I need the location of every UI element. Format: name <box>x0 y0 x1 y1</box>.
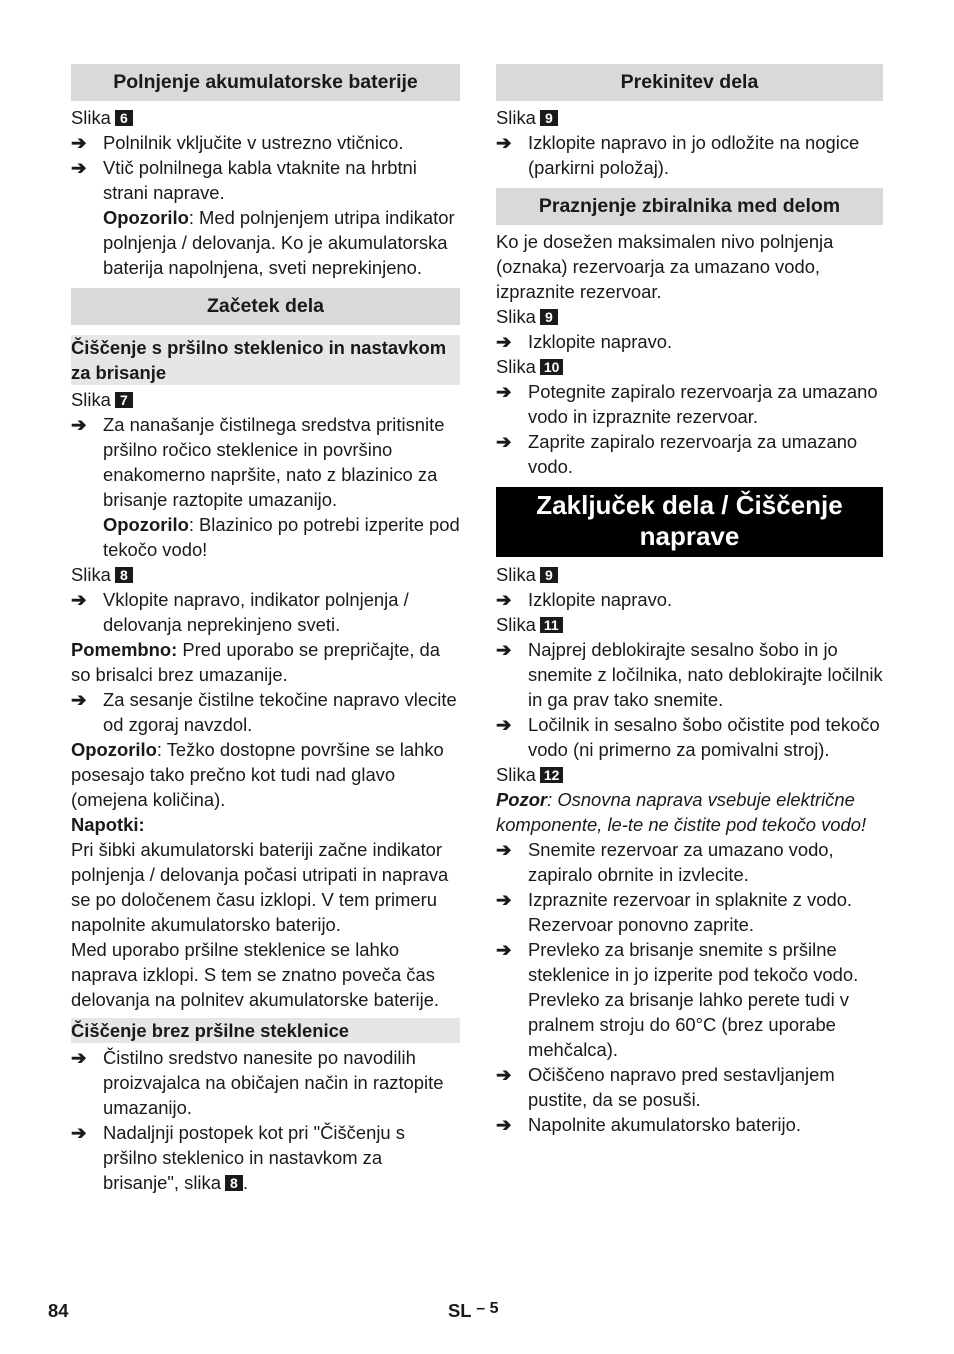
important-paragraph: Pomembno: Pred uporabo se prepričajte, da so brisalci brez umazanije. <box>71 639 441 685</box>
figure-ref: Slika 9 <box>496 562 883 587</box>
figure-number: 9 <box>540 309 558 325</box>
arrow-right-icon: ➔ <box>71 589 87 610</box>
figure-number: 9 <box>540 110 558 126</box>
arrow-right-icon: ➔ <box>496 939 512 960</box>
figure-ref: Slika 12 <box>496 762 883 787</box>
arrow-right-icon: ➔ <box>496 839 512 860</box>
arrow-right-icon: ➔ <box>71 414 87 435</box>
list-item: ➔ Vtič polnilnega kabla vtaknite na hrbtni strani naprave. <box>71 157 417 203</box>
arrow-right-icon: ➔ <box>496 639 512 660</box>
figure-number: 12 <box>540 767 564 783</box>
left-column <box>71 64 460 1195</box>
hints-label: Napotki: <box>71 814 145 835</box>
list-item: ➔ Nadaljnji postopek kot pri "Čiščenju s pršilno steklenico in nastavkom za brisanje", slika 8 . <box>71 1122 405 1193</box>
list-item: ➔ Napolnite akumulatorsko baterijo. <box>496 1114 801 1135</box>
list-item: ➔ Potegnite zapiralo rezervoarja za umazano vodo in izpraznite rezervoar. <box>496 381 878 427</box>
subsection-heading-no-spray: Čiščenje brez pršilne steklenice <box>71 1018 460 1043</box>
arrow-right-icon: ➔ <box>71 1122 87 1143</box>
figure-number: 10 <box>540 359 564 375</box>
section-heading-empty: Praznjenje zbiralnika med delom <box>496 188 883 225</box>
list-item: ➔ Izklopite napravo. <box>496 589 673 610</box>
caution-paragraph: Pozor: Osnovna naprava vsebuje električne komponente, le-te ne čistite pod tekočo vodo! <box>496 789 867 835</box>
list-item: ➔ Izklopite napravo. <box>496 331 673 352</box>
arrow-right-icon: ➔ <box>496 381 512 402</box>
figure-number: 7 <box>115 392 133 408</box>
arrow-right-icon: ➔ <box>71 689 87 710</box>
figure-ref: Slika 7 <box>71 387 460 412</box>
figure-number: 11 <box>540 617 563 633</box>
figure-ref: Slika 6 <box>71 105 460 130</box>
list-item: ➔ Za sesanje čistilne tekočine napravo vlecite od zgoraj navzdol. <box>71 689 457 735</box>
list-item: ➔ Čistilno sredstvo nanesite po navodilih proizvajalca na običajen način in raztopite umazanijo. <box>71 1047 444 1118</box>
figure-ref: Slika 9 <box>496 105 883 130</box>
list-item: ➔ Najprej deblokirajte sesalno šobo in jo snemite z ločilnika, nato deblokirajte ločilnik in ga prav tako snemite. <box>496 639 883 710</box>
figure-ref: Slika 10 <box>496 354 883 379</box>
list-item: ➔ Za nanašanje čistilnega sredstva pritisnite pršilno ročico steklenice in površino enakomerno napršite, nato z blazinico za brisanje raztopite umazanijo. <box>71 414 445 510</box>
figure-number: 8 <box>225 1175 243 1191</box>
arrow-right-icon: ➔ <box>496 132 512 153</box>
arrow-right-icon: ➔ <box>496 331 512 352</box>
note-paragraph: Opozorilo: Težko dostopne površine se lahko posesajo tako prečno kot tudi nad glavo (omejena količina). <box>71 739 444 810</box>
arrow-right-icon: ➔ <box>496 1064 512 1085</box>
footer-language: SL – 5 <box>448 1300 499 1321</box>
list-item: ➔ Prevleko za brisanje snemite s pršilne steklenice in jo izperite pod tekočo vodo. Prevleko za brisanje lahko perete tudi v pralnem stroju do 60°C (brez uporabe mehčalca). <box>496 939 859 1060</box>
arrow-right-icon: ➔ <box>496 431 512 452</box>
note-paragraph: Opozorilo: Med polnjenjem utripa indikator polnjenja / delovanja. Ko je akumulatorska baterija napolnjena, sveti neprekinjeno. <box>103 207 455 278</box>
right-column <box>496 64 883 1137</box>
section-heading-break: Prekinitev dela <box>496 64 883 101</box>
paragraph: Ko je dosežen maksimalen nivo polnjenja (oznaka) rezervoarja za umazano vodo, izpraznite rezervoar. <box>496 231 834 302</box>
figure-number: 9 <box>540 567 558 583</box>
arrow-right-icon: ➔ <box>496 589 512 610</box>
section-heading-start: Začetek dela <box>71 288 460 325</box>
note-paragraph: Opozorilo: Blazinico po potrebi izperite pod tekočo vodo! <box>103 514 460 560</box>
arrow-right-icon: ➔ <box>496 1114 512 1135</box>
list-item: ➔ Polnilnik vključite v ustrezno vtičnico. <box>71 132 404 153</box>
subsection-heading-spray: Čiščenje s pršilno steklenico in nastavkom za brisanje <box>71 335 460 385</box>
arrow-right-icon: ➔ <box>496 889 512 910</box>
arrow-right-icon: ➔ <box>71 157 87 178</box>
figure-ref: Slika 8 <box>71 562 460 587</box>
list-item: ➔ Očiščeno napravo pred sestavljanjem pustite, da se posuši. <box>496 1064 835 1110</box>
chapter-heading-end-of-work: Zaključek dela / Čiščenje naprave <box>496 487 883 557</box>
arrow-right-icon: ➔ <box>71 1047 87 1068</box>
figure-number: 8 <box>115 567 133 583</box>
figure-ref: Slika 9 <box>496 304 883 329</box>
arrow-right-icon: ➔ <box>496 714 512 735</box>
section-heading-charging: Polnjenje akumulatorske baterije <box>71 64 460 101</box>
list-item: ➔ Vklopite napravo, indikator polnjenja / delovanja neprekinjeno sveti. <box>71 589 409 635</box>
list-item: ➔ Izklopite napravo in jo odložite na nogice (parkirni položaj). <box>496 132 860 178</box>
figure-number: 6 <box>115 110 133 126</box>
hints-paragraph: Med uporabo pršilne steklenice se lahko naprava izklopi. S tem se znatno poveča čas delovanja na polnitev akumulatorske baterije. <box>71 939 440 1010</box>
figure-ref: Slika 11 <box>496 612 883 637</box>
list-item: ➔ Izpraznite rezervoar in splaknite z vodo. Rezervoar ponovno zaprite. <box>496 889 853 935</box>
list-item: ➔ Snemite rezervoar za umazano vodo, zapiralo obrnite in izvlecite. <box>496 839 834 885</box>
list-item: ➔ Ločilnik in sesalno šobo očistite pod tekočo vodo (ni primerno za pomivalni stroj). <box>496 714 880 760</box>
arrow-right-icon: ➔ <box>71 132 87 153</box>
list-item: ➔ Zaprite zapiralo rezervoarja za umazano vodo. <box>496 431 858 477</box>
hints-paragraph: Pri šibki akumulatorski bateriji začne indikator polnjenja / delovanja počasi utripati in naprava se po določenem času izklopi. V tem primeru napolnite akumulatorsko baterijo. <box>71 839 449 935</box>
page-number: 84 <box>48 1300 69 1321</box>
